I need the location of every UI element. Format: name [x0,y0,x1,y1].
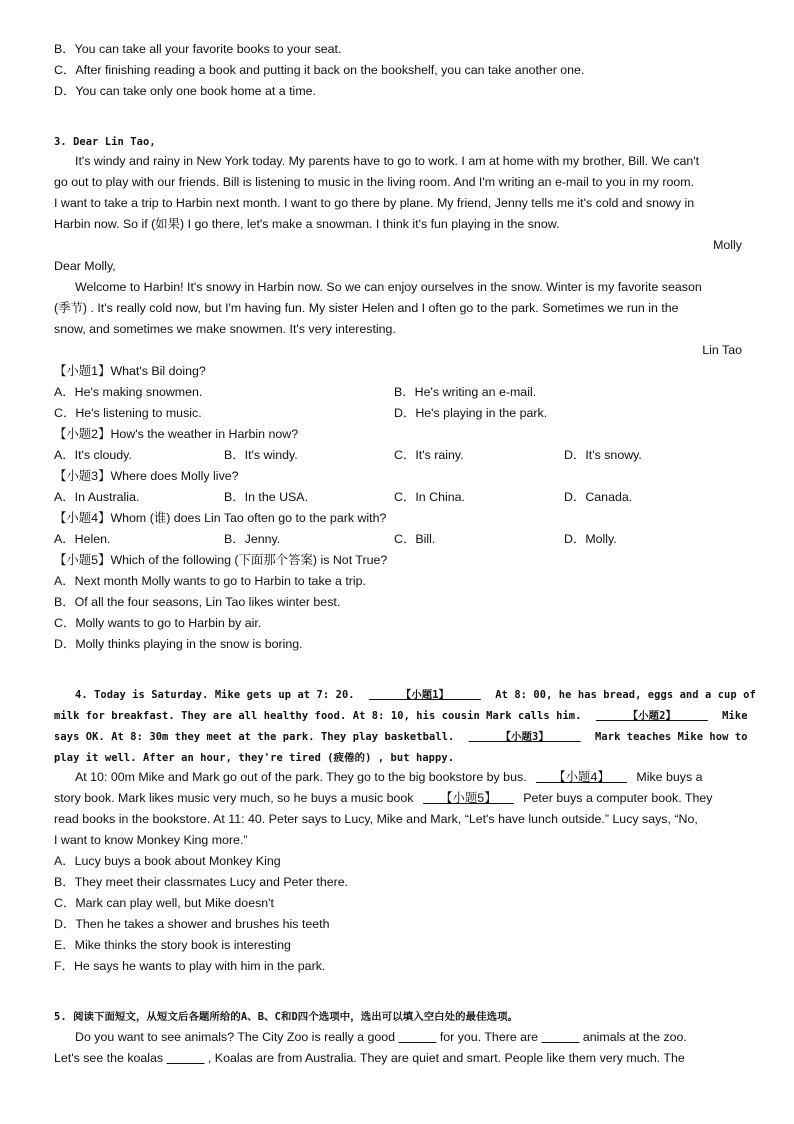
q4-blank-4: 【小题4】 [536,770,627,784]
q3-letter1-line: It's windy and rainy in New York today. My parents have to go to work. I am at home with my brother, Bill. We can't [75,154,700,168]
q4-blank-5: 【小题5】 [422,791,514,805]
q3-letter2-line: snow, and sometimes we make snowmen. It's very interesting. [54,322,396,336]
q3-question-1-option-c: C．He's listening to music. [54,406,202,420]
q4-text: Peter buys a computer book. They [523,791,713,805]
q3-question-2-option-a: A．It's cloudy. [54,448,132,462]
q4-option-b: B．They meet their classmates Lucy and Peter there. [54,875,349,889]
q4-passage-line [54,790,712,806]
q3-question-1-option-a: A．He's making snowmen. [54,385,203,399]
q5-blank [398,1029,436,1045]
q3-letter2-line: Welcome to Harbin! It's snowy in Harbin now. So we can enjoy ourselves in the snow. Winter is my favorite season [75,280,702,294]
q3-question-1-option-d: D．He's playing in the park. [394,406,548,420]
q5-header: 5. 阅读下面短文，从短文后各题所给的A、B、C和D四个选项中，选出可以填入空白处的最佳选项。 [54,1011,519,1023]
q2-option-c: C．After finishing reading a book and putting it back on the bookshelf, you can take another one. [54,63,585,77]
q3-question-5-option-c: C．Molly wants to go to Harbin by air. [54,616,262,630]
q3-question-5-option-a: A．Next month Molly wants to go to Harbin to take a trip. [54,574,366,588]
q4-passage-line: I want to know Monkey King more.” [54,833,248,847]
q4-option-a: A．Lucy buys a book about Monkey King [54,854,281,868]
q2-option-b: B．You can take all your favorite books to your seat. [54,42,342,56]
q4-option-e: E．Mike thinks the story book is interesting [54,938,291,952]
q3-question-5-option-d: D．Molly thinks playing in the snow is boring. [54,637,303,651]
q3-question-4-option-b: B．Jenny. [224,532,281,546]
q3-signature-lintao: Lin Tao [702,343,742,357]
q4-blank-2: 【小题2】 [595,710,708,722]
q3-signature-molly: Molly [713,238,742,252]
q3-question-4-option-a: A．Helen. [54,532,111,546]
q3-question-1-stem: 【小题1】What's Bil doing? [54,364,206,378]
q5-text: , Koalas are from Australia. They are quiet and smart. People like them very much. The [207,1051,685,1065]
q3-letter2-line: (季节) . It's really cold now, but I'm having fun. My sister Helen and I often go to the park. Sometimes we run in the [54,301,679,315]
q3-question-3-stem: 【小题3】Where does Molly live? [54,469,239,483]
q5-passage-line [75,1029,687,1045]
q4-passage-line [54,729,748,745]
q4-text: At 8: 00, he has bread, eggs and a cup of [495,689,756,701]
q3-letter1-line: I want to take a trip to Harbin next month. I want to go there by plane. My friend, Jenny tells me it's cold and snowy in [54,196,695,210]
q4-passage-line [75,769,703,785]
q5-text: Do you want to see animals? The City Zoo is really a good [75,1030,396,1044]
q4-text: At 10: 00m Mike and Mark go out of the park. They go to the big bookstore by bus. [75,770,527,784]
q5-text: Let's see the koalas [54,1051,164,1065]
q3-question-5-stem: 【小题5】Which of the following (下面那个答案) is Not True? [54,553,388,567]
q3-letter1-line: Harbin now. So if (如果) I go there, let's make a snowman. I think it's fun playing in the snow. [54,217,560,231]
q4-passage-line [75,687,756,703]
q3-question-4-option-c: C．Bill. [394,532,436,546]
q3-header: 3. Dear Lin Tao, [54,136,156,148]
q4-text: milk for breakfast. They are all healthy food. At 8: 10, his cousin Mark calls him. [54,710,582,722]
q5-text: for you. There are [439,1030,539,1044]
q5-text: animals at the zoo. [582,1030,687,1044]
q3-question-4-stem: 【小题4】Whom (谁) does Lin Tao often go to the park with? [54,511,387,525]
q4-option-c: C．Mark can play well, but Mike doesn't [54,896,274,910]
q3-question-3-option-d: D．Canada. [564,490,633,504]
q4-passage-line [54,708,748,724]
q3-question-1-option-b: B．He's writing an e-mail. [394,385,537,399]
q4-text: story book. Mark likes music very much, so he buys a music book [54,791,414,805]
q4-text: says OK. At 8: 30m they meet at the park. They play basketball. [54,731,455,743]
q3-question-2-option-d: D．It's snowy. [564,448,642,462]
q5-blank [167,1050,205,1066]
q4-option-d: D．Then he takes a shower and brushes his teeth [54,917,330,931]
q3-question-5-option-b: B．Of all the four seasons, Lin Tao likes winter best. [54,595,341,609]
q4-text: Mark teaches Mike how to [595,731,748,743]
q3-question-3-option-a: A．In Australia. [54,490,140,504]
q3-question-2-option-b: B．It's windy. [224,448,298,462]
q4-text: Mike [722,710,748,722]
q2-option-d: D．You can take only one book home at a time. [54,84,316,98]
q3-question-2-stem: 【小题2】How's the weather in Harbin now? [54,427,299,441]
q3-question-2-option-c: C．It's rainy. [394,448,464,462]
q4-option-f: F．He says he wants to play with him in the park. [54,959,326,973]
q3-letter1-line: go out to play with our friends. Bill is listening to music in the living room. And I'm writing an e-mail to you in my room. [54,175,695,189]
q4-passage-line: read books in the bookstore. At 11: 40. Peter says to Lucy, Mike and Mark, “Let's have lunch outside.” Lucy says, “No, [54,812,698,826]
q4-text: 4. Today is Saturday. Mike gets up at 7: 20. [75,689,355,701]
q4-blank-3: 【小题3】 [468,731,581,743]
q3-question-3-option-c: C．In China. [394,490,465,504]
q3-question-3-option-b: B．In the USA. [224,490,309,504]
q3-greeting2: Dear Molly, [54,259,116,273]
q3-question-4-option-d: D．Molly. [564,532,617,546]
q4-text: Mike buys a [636,770,703,784]
q4-blank-1: 【小题1】 [369,689,481,701]
q4-passage-line: play it well. After an hour, they're tired (疲倦的) , but happy. [54,752,455,764]
q5-passage-line [54,1050,685,1066]
q5-blank [542,1029,580,1045]
